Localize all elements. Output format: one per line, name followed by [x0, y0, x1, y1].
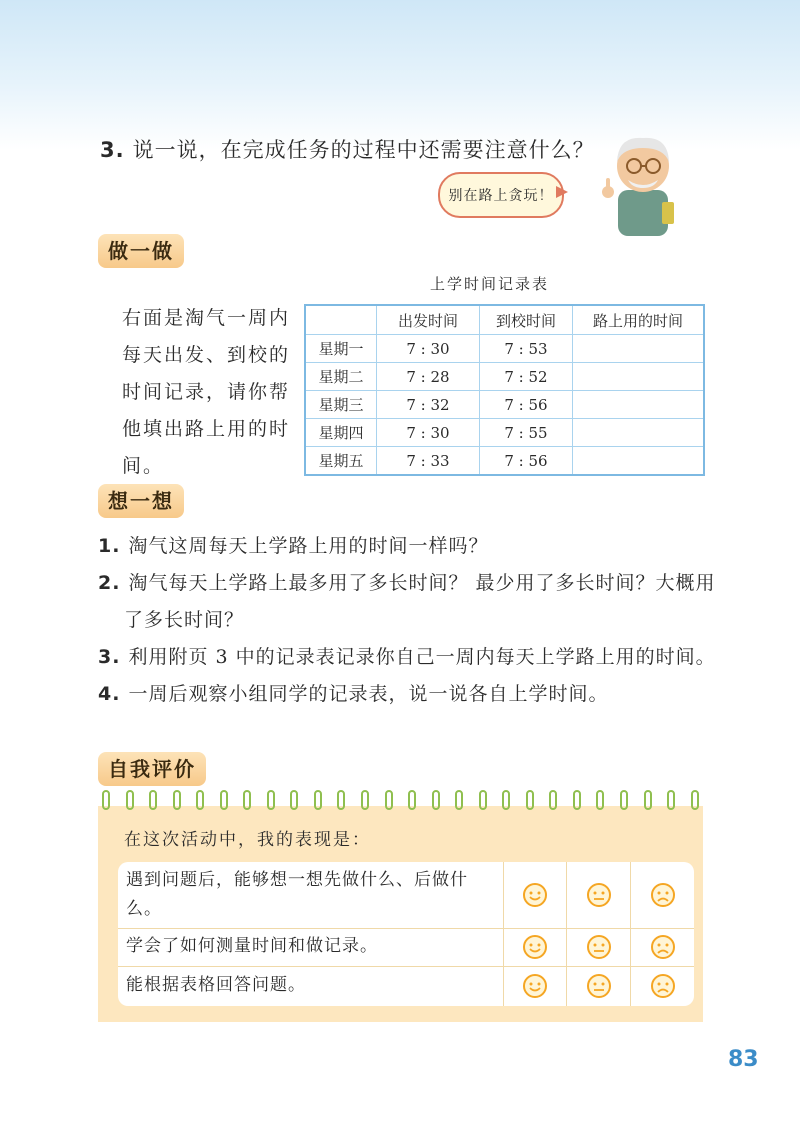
eval-table — [118, 862, 694, 1006]
eval-row — [118, 928, 694, 967]
think-list — [98, 528, 718, 713]
item-number: 4. — [98, 683, 121, 705]
table-cell-duration[interactable] — [573, 447, 705, 476]
neutral-face-icon[interactable] — [586, 882, 612, 908]
face-cell[interactable] — [504, 966, 568, 1006]
ring-icon — [620, 790, 628, 810]
smile-face-icon[interactable] — [522, 973, 548, 999]
table-caption: 上学时间记录表 — [430, 275, 550, 293]
ring-icon — [102, 790, 110, 810]
table-cell-depart: 7 : 32 — [377, 391, 480, 419]
face-cell[interactable] — [567, 862, 631, 928]
ring-icon — [479, 790, 487, 810]
table-cell-depart: 7 : 30 — [377, 335, 480, 363]
face-cell[interactable] — [567, 966, 631, 1006]
table-header-cell: 到校时间 — [480, 305, 573, 335]
eval-row-label: 学会了如何测量时间和做记录。 — [118, 928, 504, 966]
table-cell-day: 星期五 — [305, 447, 377, 476]
ring-icon — [502, 790, 510, 810]
ring-icon — [691, 790, 699, 810]
neutral-face-icon[interactable] — [586, 973, 612, 999]
notebook-rings — [98, 790, 703, 814]
sad-face-icon[interactable] — [650, 934, 676, 960]
table-header-row — [305, 305, 704, 335]
ring-icon — [126, 790, 134, 810]
section-eval — [98, 752, 206, 786]
eval-intro: 在这次活动中，我的表现是： — [124, 830, 371, 850]
speech-bubble-tail — [556, 186, 568, 198]
ring-icon — [526, 790, 534, 810]
table-cell-depart: 7 : 30 — [377, 419, 480, 447]
table-cell-duration[interactable] — [573, 363, 705, 391]
table-row — [305, 335, 704, 363]
smile-face-icon[interactable] — [522, 882, 548, 908]
ring-icon — [455, 790, 463, 810]
ring-icon — [432, 790, 440, 810]
table-cell-day: 星期二 — [305, 363, 377, 391]
table-header-cell — [305, 305, 377, 335]
item-number: 2. — [98, 572, 121, 594]
ring-icon — [596, 790, 604, 810]
time-record-table — [304, 304, 705, 476]
item-text: 利用附页 3 中的记录表记录你自己一周内每天上学路上用的时间。 — [128, 646, 716, 668]
question-text: 说一说，在完成任务的过程中还需要注意什么？ — [132, 138, 595, 162]
table-cell-duration[interactable] — [573, 335, 705, 363]
table-header-cell: 出发时间 — [377, 305, 480, 335]
table-cell-day: 星期四 — [305, 419, 377, 447]
item-text: 一周后观察小组同学的记录表，说一说各自上学时间。 — [128, 683, 609, 705]
ring-icon — [549, 790, 557, 810]
item-text: 淘气这周每天上学路上用的时间一样吗？ — [128, 535, 489, 557]
face-cell[interactable] — [631, 928, 694, 966]
table-cell-arrive: 7 : 56 — [480, 447, 573, 476]
item-number: 1. — [98, 535, 121, 557]
table-cell-arrive: 7 : 55 — [480, 419, 573, 447]
face-cell[interactable] — [504, 862, 568, 928]
table-row — [305, 447, 704, 476]
table-cell-depart: 7 : 33 — [377, 447, 480, 476]
list-item — [98, 528, 718, 565]
face-cell[interactable] — [504, 928, 568, 966]
face-cell[interactable] — [631, 966, 694, 1006]
face-cell[interactable] — [631, 862, 694, 928]
list-item — [98, 676, 718, 713]
section-eval-label: 自我评价 — [108, 757, 196, 781]
section-do-label: 做一做 — [108, 239, 174, 263]
table-row — [305, 363, 704, 391]
table-row — [305, 419, 704, 447]
list-item — [98, 639, 718, 676]
eval-row — [118, 966, 694, 1006]
ring-icon — [173, 790, 181, 810]
neutral-face-icon[interactable] — [586, 934, 612, 960]
sad-face-icon[interactable] — [650, 973, 676, 999]
speech-bubble-text: 别在路上贪玩！ — [448, 188, 554, 204]
section-do — [98, 234, 184, 268]
table-header-cell: 路上用的时间 — [573, 305, 705, 335]
ring-icon — [361, 790, 369, 810]
ring-icon — [243, 790, 251, 810]
table-row — [305, 391, 704, 419]
ring-icon — [337, 790, 345, 810]
ring-icon — [149, 790, 157, 810]
smile-face-icon[interactable] — [522, 934, 548, 960]
question-number: 3. — [100, 138, 125, 162]
table-cell-arrive: 7 : 52 — [480, 363, 573, 391]
table-cell-depart: 7 : 28 — [377, 363, 480, 391]
section-think — [98, 484, 184, 518]
item-text: 淘气每天上学路上最多用了多长时间？ 最少用了多长时间？大概用了多长时间？ — [124, 572, 716, 631]
eval-row-label: 能根据表格回答问题。 — [118, 966, 504, 1006]
section-think-label: 想一想 — [108, 489, 174, 513]
ring-icon — [314, 790, 322, 810]
speech-bubble — [438, 172, 564, 218]
table-cell-arrive: 7 : 53 — [480, 335, 573, 363]
ring-icon — [290, 790, 298, 810]
ring-icon — [667, 790, 675, 810]
table-cell-duration[interactable] — [573, 391, 705, 419]
table-cell-arrive: 7 : 56 — [480, 391, 573, 419]
ring-icon — [644, 790, 652, 810]
item-number: 3. — [98, 646, 121, 668]
page-number: 83 — [728, 1047, 759, 1072]
table-cell-day: 星期一 — [305, 335, 377, 363]
question-3 — [100, 134, 595, 164]
ring-icon — [385, 790, 393, 810]
ring-icon — [220, 790, 228, 810]
table-cell-day: 星期三 — [305, 391, 377, 419]
ring-icon — [196, 790, 204, 810]
eval-row — [118, 862, 694, 929]
ring-icon — [573, 790, 581, 810]
list-item — [98, 565, 718, 639]
ring-icon — [267, 790, 275, 810]
face-cell[interactable] — [567, 928, 631, 966]
table-cell-duration[interactable] — [573, 419, 705, 447]
ring-icon — [408, 790, 416, 810]
sad-face-icon[interactable] — [650, 882, 676, 908]
eval-row-label: 遇到问题后，能够想一想先做什么、后做什么。 — [118, 862, 504, 928]
intro-text: 右面是淘气一周内每天出发、到校的时间记录，请你帮他填出路上用的时间。 — [122, 307, 291, 477]
teacher-illustration-icon — [598, 128, 688, 238]
